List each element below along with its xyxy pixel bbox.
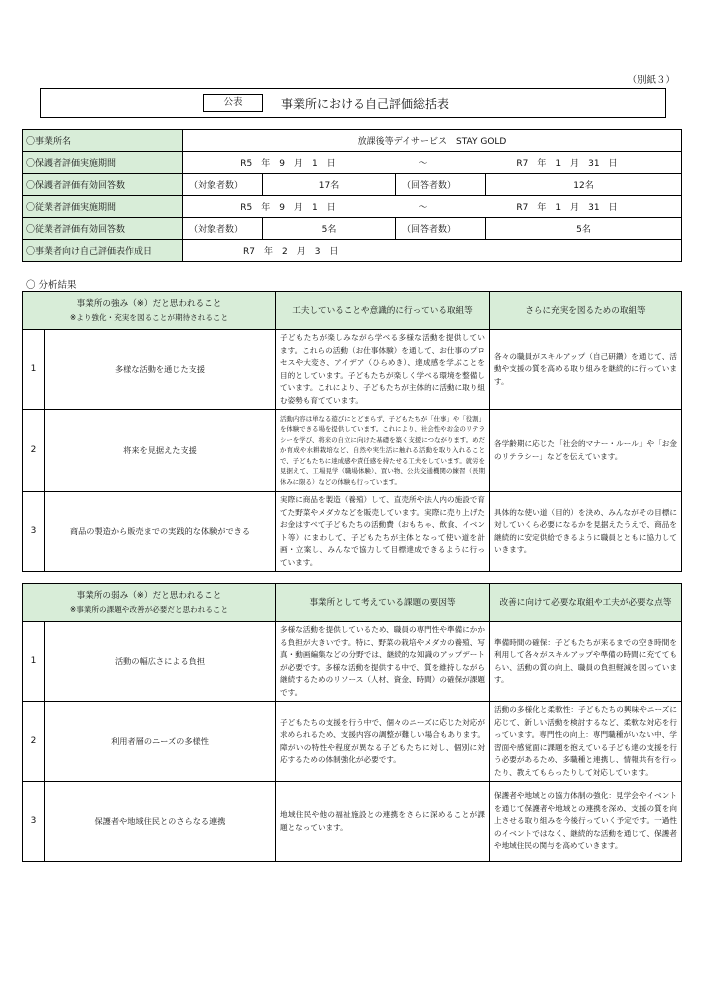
strength-next: 各々の職員がスキルアップ（自己研鑽）を通じて、活動や支援の質を高める取り組みを継続的に行っています。: [490, 330, 682, 410]
staff-period-start: R5 年 9 月 1 日: [240, 203, 336, 213]
weakness-item: 保護者や地域住民とのさらなる連携: [45, 782, 276, 862]
row-number: 3: [23, 492, 45, 572]
guardian-target-value: 17名: [263, 174, 396, 196]
strengths-col1-sub: ※より強化・充実を図ることが期待されること: [69, 312, 229, 322]
staff-target-value: 5名: [263, 218, 396, 240]
guardian-period-start: R5 年 9 月 1 日: [240, 159, 336, 169]
staff-answer-value: 5名: [486, 218, 682, 240]
staff-count-label: 〇従業者評価有効回答数: [23, 218, 183, 240]
info-table: [22, 129, 682, 262]
weaknesses-table: [22, 583, 682, 862]
table-row: [23, 410, 682, 492]
weakness-cause: 地域住民や他の福祉施設との連携をさらに深めることが課題となっています。: [276, 782, 490, 862]
staff-target-label: （対象者数）: [183, 218, 263, 240]
guardian-answer-label: （回答者数）: [396, 174, 486, 196]
weakness-item: 活動の幅広さによる負担: [45, 622, 276, 702]
strengths-table: [22, 291, 682, 572]
table-row: [23, 622, 682, 702]
strength-effort: 実際に商品を製造（養殖）して、直売所や法人内の施設で育てた野菜やメダカなどを販売しています。実際に売り上げたお金はすべて子どもたちの活動費（おもちゃ、飲食、イベント等）にまわして、子どもたちが主体となって使い道を計画・立案し、みんなで協力して目標達成できるように行っています。: [276, 492, 490, 572]
weaknesses-col2-header: 事業所として考えている課題の要因等: [276, 584, 490, 622]
page-title: 事業所における自己評価総括表: [281, 97, 450, 111]
strengths-col2-header: 工夫していることや意識的に行っている取組等: [276, 292, 490, 330]
staff-period-end: R7 年 1 月 31 日: [516, 203, 618, 213]
strength-next: 各学齢期に応じた「社会的マナー・ルール」や「お金のリテラシー」などを伝えています。: [490, 410, 682, 492]
guardian-count-label: 〇保護者評価有効回答数: [23, 174, 183, 196]
table-row: [23, 330, 682, 410]
row-number: 1: [23, 622, 45, 702]
title-box: [40, 88, 666, 118]
strength-item: 将来を見据えた支援: [45, 410, 276, 492]
table-row: [23, 492, 682, 572]
guardian-period-label: 〇保護者評価実施期間: [23, 152, 183, 174]
weakness-fix: 活動の多様化と柔軟性：子どもたちの興味やニーズに応じて、新しい活動を検討するなど、柔軟な対応を行っています。専門性の向上：専門職種がいない中、学習面や感覚面に課題を抱えている子ども達の支援を行う必要があるため、多職種と連携し、情報共有を行ったり、教えてもらったりして対応しています。: [490, 702, 682, 782]
strength-effort: 活動内容は単なる遊びにとどまらず、子どもたちが「仕事」や「役割」を体験できる場を提供しています。これにより、社会性やお金のリテラシーを学び、将来の自立に向けた基礎を築く支援につながります。めだか育成や水耕栽培など、自然や実生活に触れる活動を取り入れることで、子どもたちに達成感や責任感を持たせる工夫をしています。就労を見据えて、工場見学（職場体験）、買い物、公共交通機関の練習（長期休みに限る）などの体験も行っています。: [276, 410, 490, 492]
weakness-cause: 子どもたちの支援を行う中で、個々のニーズに応じた対応が求められるため、支援内容の調整が難しい場合もあります。障がいの特性や程度が異なる子どもたちに対し、個別に対応するための体制強化が必要です。: [276, 702, 490, 782]
guardian-period-tilde: ～: [418, 159, 428, 169]
row-number: 3: [23, 782, 45, 862]
strength-item: 多様な活動を通じた支援: [45, 330, 276, 410]
table-row: [23, 782, 682, 862]
row-number: 1: [23, 330, 45, 410]
analysis-title: 〇 分析結果: [26, 280, 77, 291]
weaknesses-col3-header: 改善に向けて必要な取組や工夫が必要な点等: [490, 584, 682, 622]
office-label: 〇事業所名: [23, 130, 183, 152]
staff-period-label: 〇従業者評価実施期間: [23, 196, 183, 218]
weaknesses-col1-title: 事業所の弱み（※）だと思われること: [76, 590, 222, 601]
weakness-fix: 準備時間の確保：子どもたちが来るまでの空き時間を利用して各々がスキルアップや準備の時間に充ててもらい、活動の質の向上、職員の負担軽減を図っています。: [490, 622, 682, 702]
attachment-label: （別紙３）: [627, 75, 675, 86]
strength-item: 商品の製造から販売までの実践的な体験ができる: [45, 492, 276, 572]
staff-answer-label: （回答者数）: [396, 218, 486, 240]
row-number: 2: [23, 410, 45, 492]
weakness-cause: 多様な活動を提供しているため、職員の専門性や準備にかかる負担が大きいです。特に、野菜の栽培やメダカの養殖、写真・動画編集などの分野では、継続的な知識のアップデートが必要です。多様な活動を提供する中で、質を維持しながら継続するためのリソース（人材、資金、時間）の確保が課題です。: [276, 622, 490, 702]
weakness-item: 利用者層のニーズの多様性: [45, 702, 276, 782]
strengths-col3-header: さらに充実を図るための取組等: [490, 292, 682, 330]
strength-effort: 子どもたちが楽しみながら学べる多様な活動を提供しています。これらの活動（お仕事体験）を通して、お仕事のプロセスや大変さ、アイデア（ひらめき）、達成感を学ぶことを目的としています。子どもたちが楽しく学べる環境を整備しています。これにより、子どもたちが主体的に活動に取り組む姿勢も育てています。: [276, 330, 490, 410]
weaknesses-col1-header: [23, 584, 276, 622]
weakness-fix: 保護者や地域との協力体制の強化：見学会やイベントを通じて保護者や地域との連携を深め、支援の質を向上させる取り組みを今後行っていく予定です。一過性のイベントではなく、継続的な活動を通じて、保護者や地域住民の関与を高めていきます。: [490, 782, 682, 862]
report-date-label: 〇事業者向け自己評価表作成日: [23, 240, 183, 262]
strengths-col1-title: 事業所の強み（※）だと思われること: [76, 298, 222, 309]
staff-period-tilde: ～: [418, 203, 428, 213]
guardian-period-end: R7 年 1 月 31 日: [516, 159, 618, 169]
report-date: R7 年 2 月 3 日: [183, 240, 682, 262]
strength-next: 具体的な使い道（目的）を決め、みんながその目標に対していくら必要になるかを見据えたうえで、商品を継続的に安定供給できるように職員とともに協力していきます。: [490, 492, 682, 572]
weaknesses-col1-sub: ※事業所の課題や改善が必要だと思われること: [69, 604, 229, 614]
strengths-col1-header: [23, 292, 276, 330]
guardian-answer-value: 12名: [486, 174, 682, 196]
guardian-target-label: （対象者数）: [183, 174, 263, 196]
row-number: 2: [23, 702, 45, 782]
office-name: 放課後等デイサービス STAY GOLD: [183, 130, 682, 152]
table-row: [23, 702, 682, 782]
public-label: 公表: [203, 94, 263, 112]
